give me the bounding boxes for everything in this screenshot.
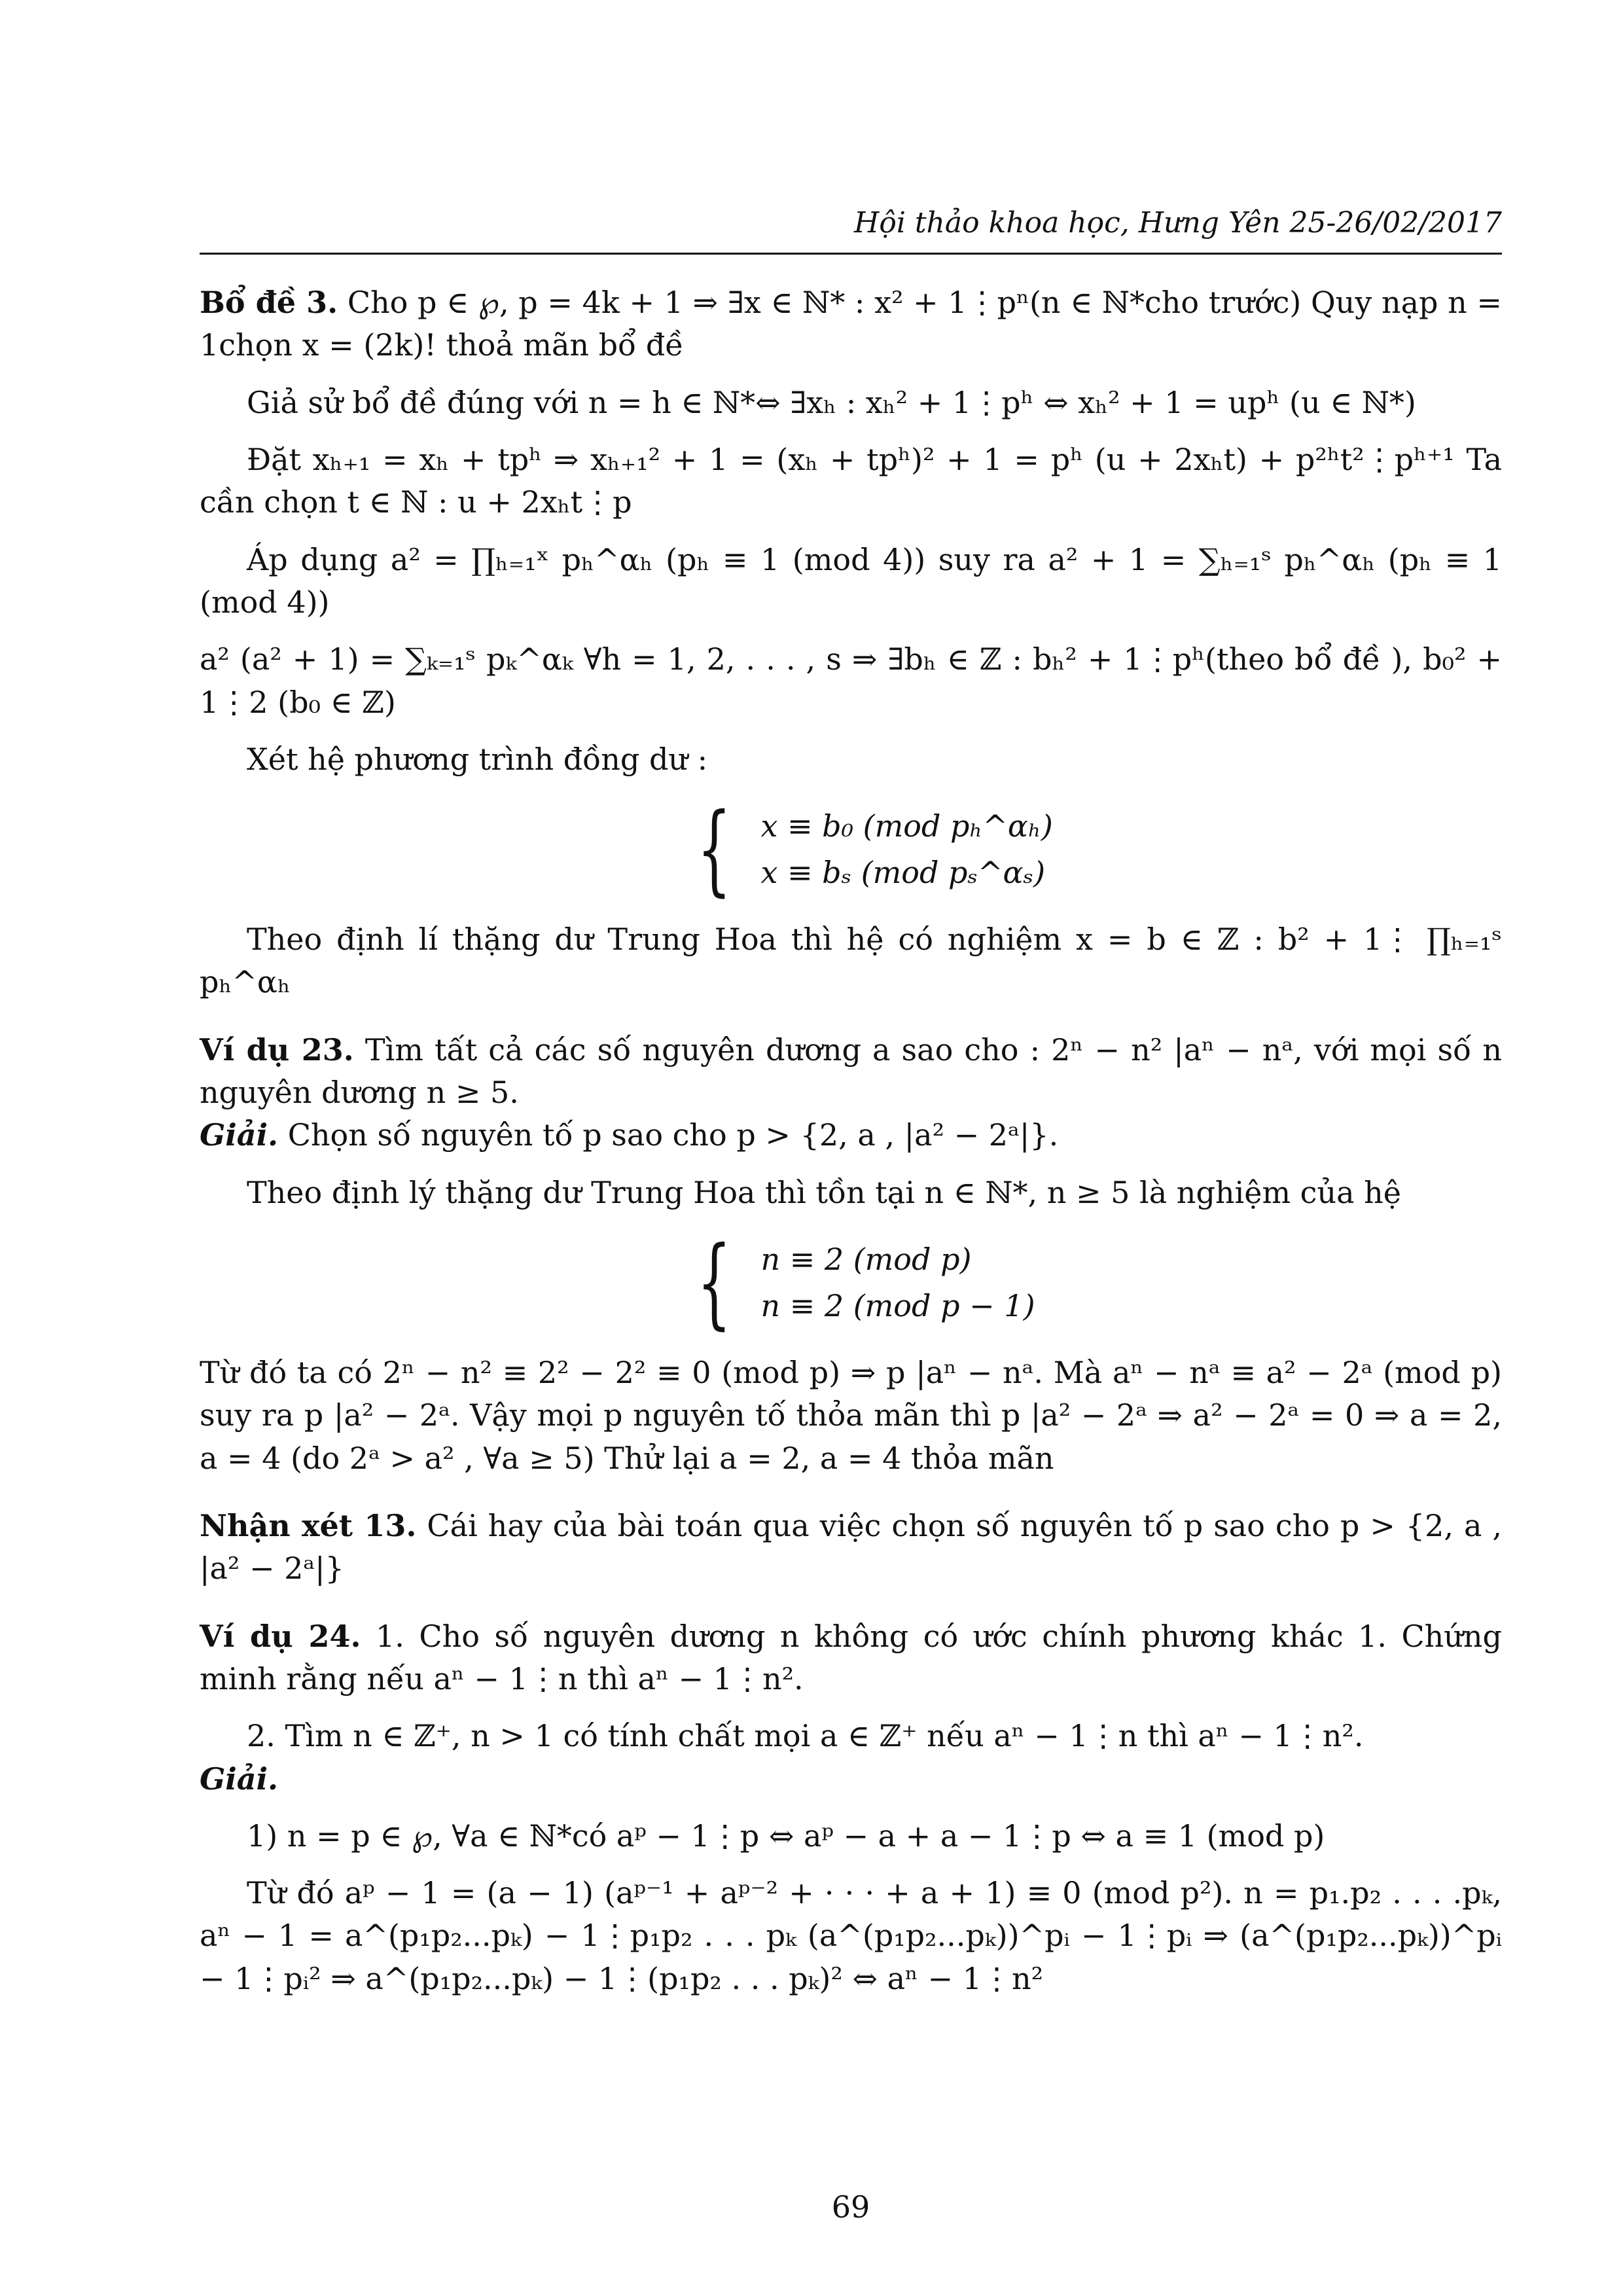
set-x-line: Đặt xₕ₊₁ = xₕ + tpʰ ⇒ xₕ₊₁² + 1 = (xₕ + tpʰ)² + 1 = pʰ (u + 2xₕt) + p²ʰt²⋮pʰ⁺¹ Ta cần chọn t ∈ ℕ : u + 2xₕt⋮p bbox=[200, 441, 1502, 520]
lemma-3-label: Bổ đề 3. bbox=[200, 285, 338, 320]
system-1-eq-2: x ≡ bₛ (mod pₛ^αₛ) bbox=[760, 855, 1046, 891]
example-23-line-2: Theo định lý thặng dư Trung Hoa thì tồn tại n ∈ ℕ*, n ≥ 5 là nghiệm của hệ bbox=[247, 1174, 1401, 1210]
page-number: 69 bbox=[831, 2189, 870, 2225]
example-23 bbox=[200, 1029, 1502, 1115]
crt-conclusion: Theo định lí thặng dư Trung Hoa thì hệ có nghiệm x = b ∈ ℤ : b² + 1⋮ ∏ₕ₌₁ˢ pₕ^αₕ bbox=[200, 922, 1502, 1000]
congruence-system-2 bbox=[697, 1226, 1502, 1340]
product-line: a² (a² + 1) = ∑ₖ₌₁ˢ pₖ^αₖ ∀h = 1, 2, . . . , s ⇒ ∃bₕ ∈ ℤ : bₕ² + 1⋮pʰ(theo bổ đề ), b₀² + 1⋮2 (b₀ ∈ ℤ) bbox=[200, 641, 1502, 720]
example-24-label: Ví dụ 24. bbox=[200, 1618, 361, 1654]
example-24-solution-label bbox=[200, 1758, 1502, 1801]
example-24-step-1: 1) n = p ∈ ℘, ∀a ∈ ℕ*có aᵖ − 1⋮p ⇔ aᵖ − a + a − 1⋮p ⇔ a ≡ 1 (mod p) bbox=[247, 1818, 1325, 1854]
apply-line: Áp dụng a² = ∏ₕ₌₁ˣ pₕ^αₕ (pₕ ≡ 1 (mod 4)) suy ra a² + 1 = ∑ₕ₌₁ˢ pₕ^αₕ (pₕ ≡ 1 (mod 4)) bbox=[200, 541, 1502, 620]
system-1-eq-1: x ≡ b₀ (mod pₕ^αₕ) bbox=[760, 808, 1053, 844]
example-23-text: Tìm tất cả các số nguyên dương a sao cho : 2ⁿ − n² |aⁿ − nᵃ, với mọi số n nguyên dương n ≥ 5. bbox=[200, 1031, 1502, 1111]
example-23-label: Ví dụ 23. bbox=[200, 1031, 354, 1067]
example-24 bbox=[200, 1615, 1502, 1701]
left-brace: { bbox=[697, 1226, 732, 1340]
example-23-conclusion: Từ đó ta có 2ⁿ − n² ≡ 2² − 2² ≡ 0 (mod p) ⇒ p |aⁿ − nᵃ. Mà aⁿ − nᵃ ≡ a² − 2ᵃ (mod p) suy ra p |a² − 2ᵃ. Vậy mọi p nguyên tố thỏa mãn thì p |a² − 2ᵃ ⇒ a² − 2ᵃ = 0 ⇒ a = 2, a = 4 (do 2ᵃ > a² , ∀a ≥ 5) Thử lại a = 2, a = 4 thỏa mãn bbox=[200, 1355, 1502, 1476]
system-2-eq-1: n ≡ 2 (mod p) bbox=[760, 1241, 972, 1277]
congruence-intro: Xét hệ phương trình đồng dư : bbox=[247, 741, 708, 777]
page-body bbox=[200, 281, 1502, 2000]
example-23-solution bbox=[200, 1114, 1502, 1157]
solution-label: Giải. bbox=[200, 1117, 279, 1153]
example-24-text: 1. Cho số nguyên dương n không có ước chính phương khác 1. Chứng minh rằng nếu aⁿ − 1⋮n thì aⁿ − 1⋮n². bbox=[200, 1618, 1502, 1696]
system-2-eq-2: n ≡ 2 (mod p − 1) bbox=[760, 1288, 1035, 1323]
remark-13-label: Nhận xét 13. bbox=[200, 1507, 417, 1543]
induction-step-line: Giả sử bổ đề đúng với n = h ∈ ℕ*⇔ ∃xₕ : xₕ² + 1⋮pʰ ⇔ xₕ² + 1 = upʰ (u ∈ ℕ*) bbox=[247, 384, 1416, 420]
remark-13-text: Cái hay của bài toán qua việc chọn số nguyên tố p sao cho p > {2, a , |a² − 2ᵃ|} bbox=[200, 1507, 1502, 1587]
running-header: Hội thảo khoa học, Hưng Yên 25-26/02/2017 bbox=[200, 203, 1502, 255]
solution-text: Chọn số nguyên tố p sao cho p > {2, a , |a² − 2ᵃ|}. bbox=[287, 1117, 1059, 1153]
remark-13 bbox=[200, 1505, 1502, 1590]
congruence-system-1 bbox=[697, 793, 1502, 907]
solution-label: Giải. bbox=[200, 1761, 279, 1797]
lemma-3 bbox=[200, 281, 1502, 367]
lemma-3-text: Cho p ∈ ℘, p = 4k + 1 ⇒ ∃x ∈ ℕ* : x² + 1⋮pⁿ(n ∈ ℕ*cho trước) Quy nạp n = 1chọn x = (2k)! thoả mãn bổ đề bbox=[200, 285, 1503, 363]
example-24-step-2: Từ đó aᵖ − 1 = (a − 1) (aᵖ⁻¹ + aᵖ⁻² + · · · + a + 1) ≡ 0 (mod p²). n = p₁.p₂ . . . .pₖ, aⁿ − 1 = a^(p₁p₂...pₖ) − 1⋮p₁p₂ . . . pₖ (a^(p₁p₂...pₖ))^pᵢ − 1⋮pᵢ ⇒ (a^(p₁p₂...pₖ))^pᵢ − 1⋮pᵢ² ⇒ a^(p₁p₂...pₖ) − 1⋮(p₁p₂ . . . pₖ)² ⇔ aⁿ − 1⋮n² bbox=[200, 1875, 1502, 1996]
document-page bbox=[200, 196, 1502, 2238]
left-brace: { bbox=[697, 793, 732, 907]
example-24-part-2: 2. Tìm n ∈ ℤ⁺, n > 1 có tính chất mọi a ∈ ℤ⁺ nếu aⁿ − 1⋮n thì aⁿ − 1⋮n². bbox=[247, 1718, 1364, 1754]
